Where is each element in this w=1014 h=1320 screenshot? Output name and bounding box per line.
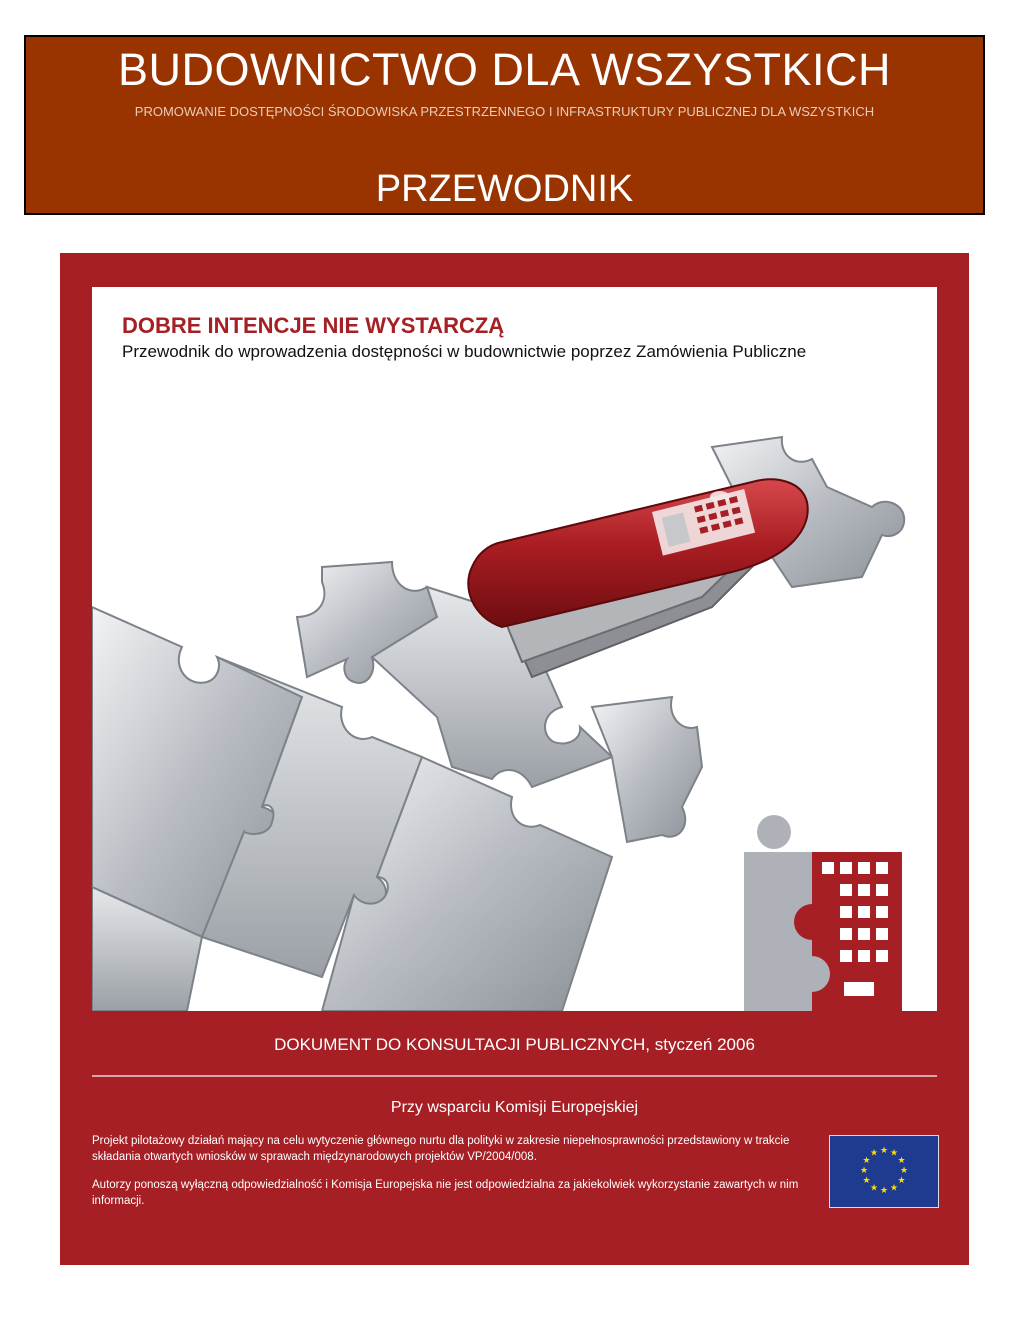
cover-subtitle: Przewodnik do wprowadzenia dostępności w budownictwie poprzez Zamówienia Publiczne xyxy=(122,342,807,361)
header-subtitle: PROMOWANIE DOSTĘPNOŚCI ŚRODOWISKA PRZESTRZENNEGO I INFRASTRUKTURY PUBLICZNEJ DLA WSZYSTKICH xyxy=(134,104,875,119)
puzzle-illustration xyxy=(92,287,937,1011)
cover-image-area xyxy=(92,287,937,1011)
header-title: BUDOWNICTWO DLA WSZYSTKICH xyxy=(117,44,891,95)
support-line: Przy wsparciu Komisji Europejskiej xyxy=(390,1099,639,1116)
svg-text:★: ★ xyxy=(897,1156,906,1166)
svg-text:★: ★ xyxy=(897,1176,906,1186)
header-banner xyxy=(24,35,985,215)
cover-title: DOBRE INTENCJE NIE WYSTARCZĄ xyxy=(122,313,505,338)
consultation-line: DOKUMENT DO KONSULTACJI PUBLICZNYCH, styczeń 2006 xyxy=(274,1035,755,1054)
divider xyxy=(92,1075,937,1077)
project-note: Projekt pilotażowy działań mający na celu wytyczenie głównego nurtu dla polityki w zakresie niepełnosprawności przedstawiony w trakcie składania otwartych wniosków w sprawach międzynarodowych projektów VP/2004/008. xyxy=(92,1135,790,1163)
svg-text:★: ★ xyxy=(889,1183,899,1194)
svg-text:★: ★ xyxy=(862,1176,871,1186)
svg-text:★: ★ xyxy=(862,1156,871,1166)
svg-text:★: ★ xyxy=(879,1186,889,1196)
eu-flag-icon xyxy=(829,1135,939,1208)
svg-text:★: ★ xyxy=(859,1166,869,1176)
red-multitool-icon xyxy=(468,479,807,677)
svg-text:★: ★ xyxy=(889,1148,899,1159)
svg-text:★: ★ xyxy=(899,1166,909,1176)
svg-text:★: ★ xyxy=(869,1148,879,1159)
accessibility-logo-icon xyxy=(744,815,902,1011)
cover-panel xyxy=(60,253,969,1265)
svg-text:★: ★ xyxy=(879,1146,889,1156)
disclaimer-note: Autorzy ponoszą wyłączną odpowiedzialność i Komisja Europejska nie jest odpowiedzialna za jakiekolwiek wykorzystanie zawartych w nim informacji. xyxy=(92,1179,799,1207)
svg-text:★: ★ xyxy=(869,1183,879,1194)
document-type: PRZEWODNIK xyxy=(375,168,634,210)
